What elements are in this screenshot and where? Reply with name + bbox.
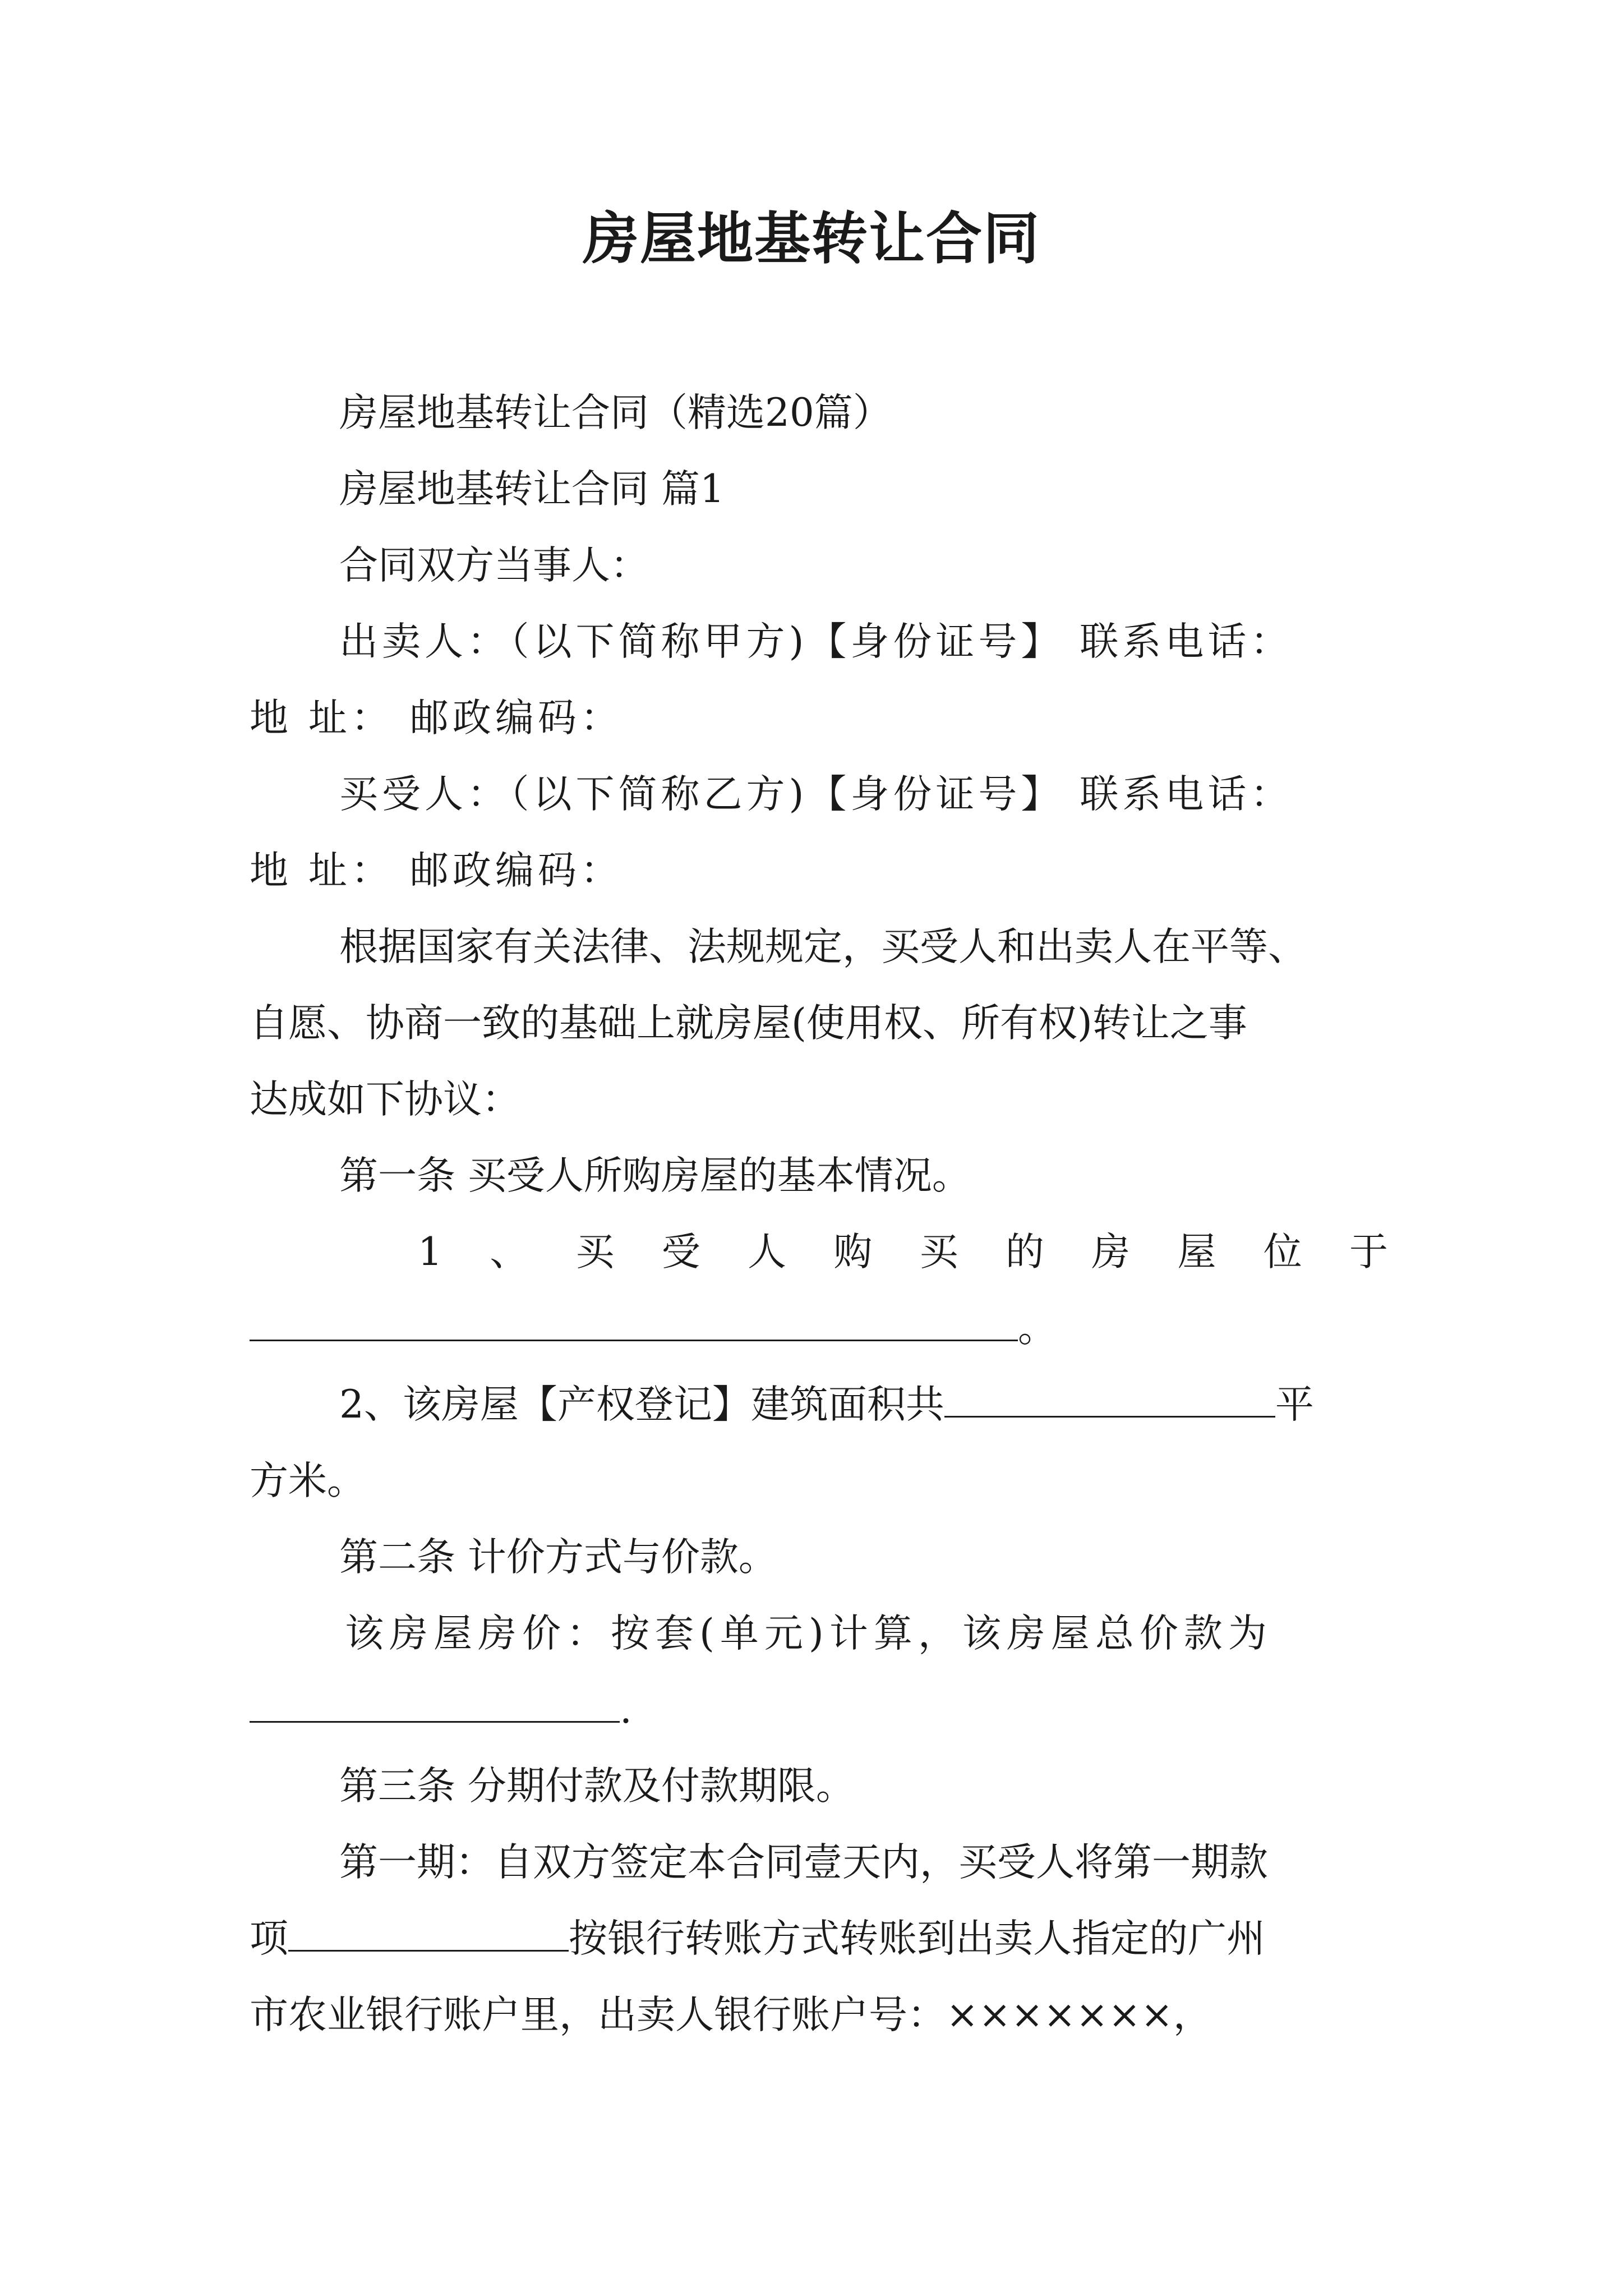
paragraph-section-heading: 房屋地基转让合同 篇1 <box>339 467 725 512</box>
justified-char: 于 <box>1349 1230 1388 1274</box>
document-body <box>250 375 1388 2053</box>
paragraph-preamble-line-3: 达成如下协议： <box>250 1077 520 1122</box>
article-1-item-2 <box>250 1366 1388 1443</box>
document-title: 房屋地基转让合同 <box>583 205 1040 272</box>
justified-char: 买 <box>919 1230 958 1274</box>
item-2-text: 2、该房屋【产权登记】建筑面积共 <box>339 1382 944 1427</box>
phase-1-text-end: 按银行转账方式转账到出卖人指定的广州 <box>569 1916 1265 1961</box>
article-1-heading: 第一条 买受人所购房屋的基本情况。 <box>339 1153 971 1198</box>
article-2-price: 该房屋房价：按套(单元)计算，该房屋总价款为 <box>345 1611 1272 1656</box>
justified-char: 、 <box>490 1230 529 1274</box>
justified-char: 房 <box>1091 1230 1131 1274</box>
paragraph-seller-address: 地 址： 邮政编码： <box>250 696 623 740</box>
period-mark: 。 <box>1018 1306 1057 1351</box>
justified-char: 屋 <box>1177 1230 1216 1274</box>
justified-char: 买 <box>575 1230 615 1274</box>
article-2-price-blank-line <box>250 1672 1388 1748</box>
fill-in-blank <box>288 1917 569 1952</box>
article-1-item-1 <box>250 1214 1388 1290</box>
justified-char: 人 <box>748 1230 787 1274</box>
paragraph-buyer: 买受人：（以下简称乙方)【身份证号】 联系电话： <box>339 772 1293 817</box>
fill-in-blank <box>250 1307 1018 1341</box>
paragraph-seller: 出卖人：（以下简称甲方)【身份证号】 联系电话： <box>339 619 1293 664</box>
article-1-item-2-cont: 方米。 <box>250 1458 366 1503</box>
article-3-heading: 第三条 分期付款及付款期限。 <box>339 1764 855 1809</box>
justified-char: 位 <box>1263 1230 1302 1274</box>
article-2-heading: 第二条 计价方式与价款。 <box>339 1535 777 1580</box>
paragraph-subtitle: 房屋地基转让合同（精选20篇） <box>339 390 892 435</box>
article-3-phase-1-cont <box>250 1901 1388 1977</box>
paragraph-buyer-address: 地 址： 邮政编码： <box>250 848 623 893</box>
justified-char: 1 <box>418 1230 442 1274</box>
phase-1-text-start: 项 <box>250 1916 288 1961</box>
fill-in-blank <box>944 1383 1275 1418</box>
justified-char: 购 <box>833 1230 873 1274</box>
article-3-phase-1-account: 市农业银行账户里，出卖人银行账户号：×××××××， <box>250 1993 1212 2037</box>
item-2-unit: 平 <box>1275 1382 1314 1427</box>
dot-mark: . <box>620 1687 632 1732</box>
fill-in-blank <box>250 1688 620 1723</box>
article-1-item-1-blank-line <box>250 1290 1388 1366</box>
article-3-phase-1: 第一期：自双方签定本合同壹天内，买受人将第一期款 <box>339 1840 1268 1885</box>
paragraph-parties-heading: 合同双方当事人： <box>339 543 649 588</box>
justified-char: 受 <box>661 1230 700 1274</box>
paragraph-preamble-line-2: 自愿、协商一致的基础上就房屋(使用权、所有权)转让之事 <box>250 1001 1247 1046</box>
paragraph-preamble-line-1: 根据国家有关法律、法规规定，买受人和出卖人在平等、 <box>339 924 1307 969</box>
justified-char: 的 <box>1005 1230 1044 1274</box>
